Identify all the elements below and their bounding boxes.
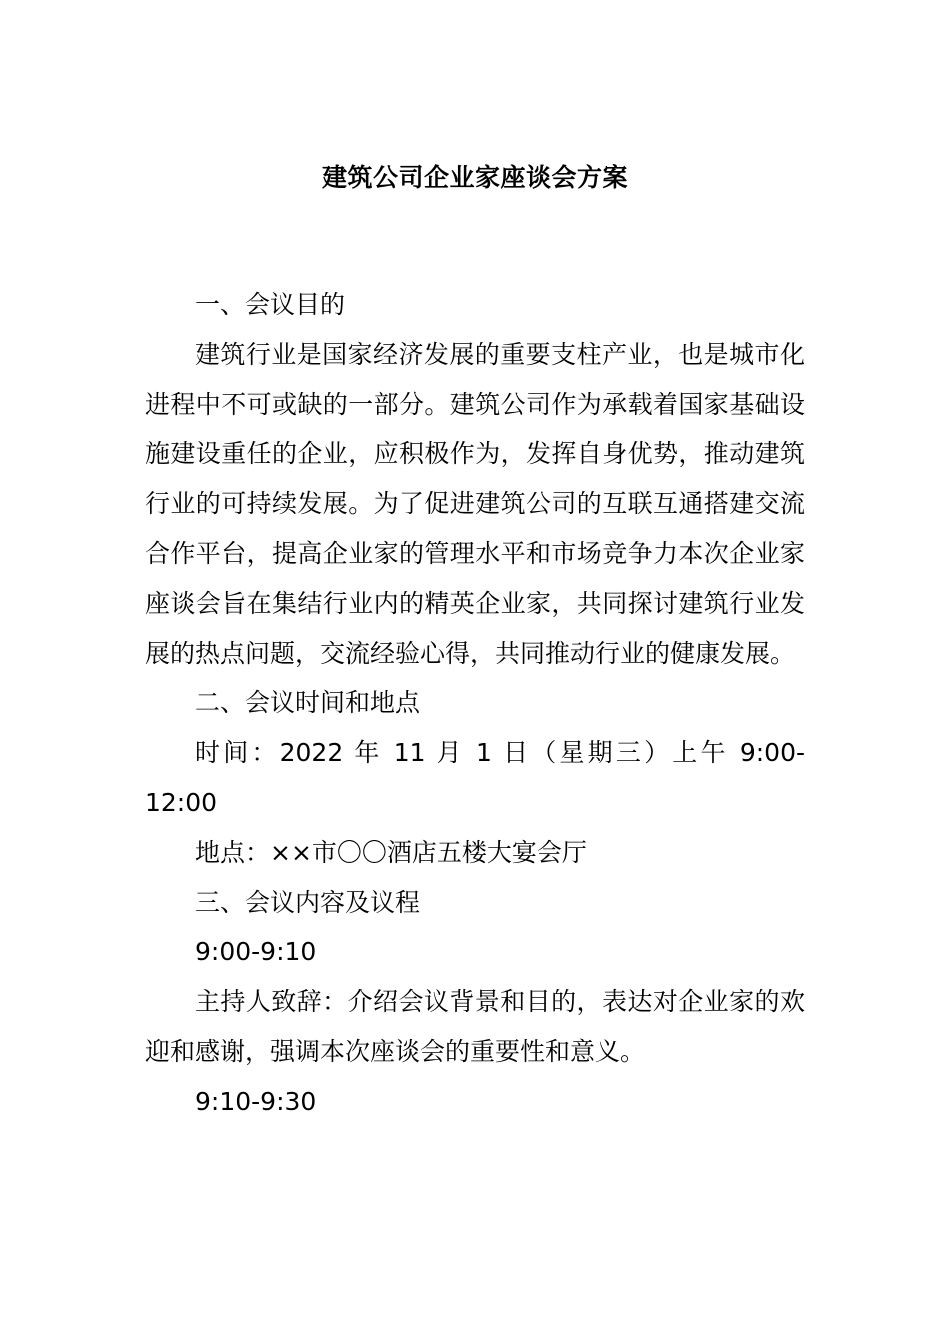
paragraph-time: 时间：2022 年 11 月 1 日（星期三）上午 9:00-12:00 — [145, 738, 805, 817]
agenda-item-1: 主持人致辞：介绍会议背景和目的，表达对企业家的欢迎和感谢，强调本次座谈会的重要性和意义。 — [145, 987, 805, 1066]
section-heading-purpose: 一、会议目的 — [195, 290, 346, 319]
paragraph-place: 地点：××市〇〇酒店五楼大宴会厅 — [195, 837, 587, 867]
agenda-time-2: 9:10-9:30 — [195, 1086, 317, 1116]
section-heading-agenda: 三、会议内容及议程 — [195, 887, 421, 917]
document-title: 建筑公司企业家座谈会方案 — [321, 163, 628, 192]
agenda-time-1: 9:00-9:10 — [195, 937, 317, 967]
document-body — [145, 280, 805, 1127]
paragraph-purpose: 建筑行业是国家经济发展的重要支柱产业，也是城市化进程中不可或缺的一部分。建筑公司作为承载着国家基础设施建设重任的企业，应积极作为，发挥自身优势，推动建筑行业的可持续发展。为了促进建筑公司的互联互通搭建交流合作平台，提高企业家的管理水平和市场竞争力本次企业家座谈会旨在集结行业内的精英企业家，共同探讨建筑行业发展的热点问题，交流经验心得，共同推动行业的健康发展。 — [145, 339, 805, 668]
section-heading-time-place: 二、会议时间和地点 — [195, 688, 421, 718]
